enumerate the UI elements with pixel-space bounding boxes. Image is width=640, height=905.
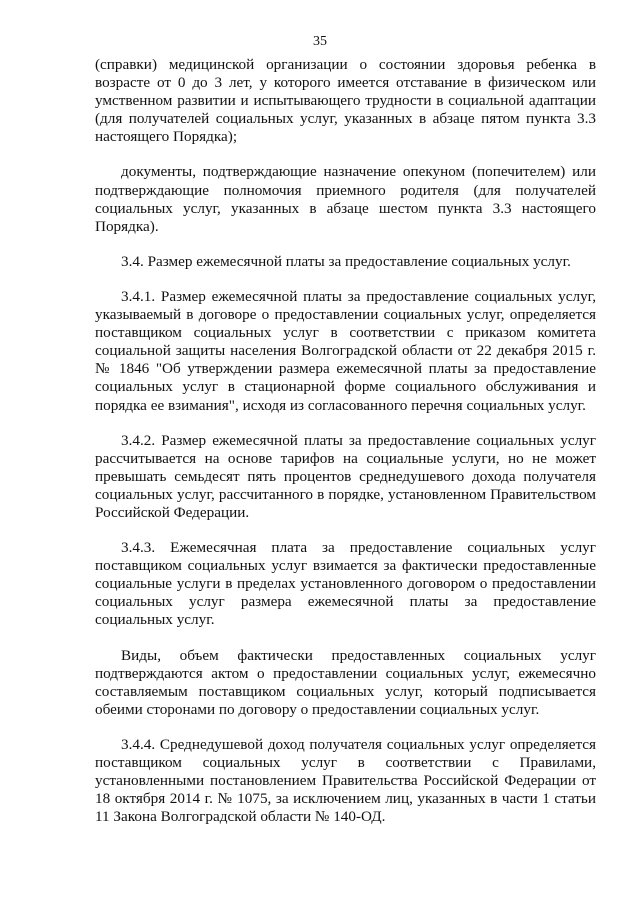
paragraph-3-4-1: 3.4.1. Размер ежемесячной платы за предоставление социальных услуг, указываемый в договоре о предоставлении социальных услуг, определяется поставщиком социальных услуг в соответствии с приказом комитета социальной защиты населения Волгоградской области от 22 декабря 2015 г. № 1846 "Об утверждении размера ежемесячной платы за предоставление социальных услуг в стационарной форме социального обслуживания и порядка ее взимания", исходя из согласованного перечня социальных услуг. <box>95 287 596 414</box>
section-heading-3-4: 3.4. Размер ежемесячной платы за предоставление социальных услуг. <box>121 252 571 270</box>
paragraph-3-4-3: 3.4.3. Ежемесячная плата за предоставление социальных услуг поставщиком социальных услуг взимается за фактически предоставленные социальные услуги в пределах установленного договором о предоставлении социальных услуг размера ежемесячной платы за предоставление социальных услуг. <box>95 539 596 629</box>
paragraph-services-act: Виды, объем фактически предоставленных социальных услуг подтверждаются актом о предоставлении социальных услуг, ежемесячно составляемым поставщиком социальных услуг, который подписывается обеими сторонами по договору о предоставлении социальных услуг. <box>95 646 596 718</box>
paragraph-3-4-4: 3.4.4. Среднедушевой доход получателя социальных услуг определяется поставщиком социальных услуг в соответствии с Правилами, установленными постановлением Правительства Российской Федерации от 18 октября 2014 г. № 1075, за исключением лиц, указанных в части 1 статьи 11 Закона Волгоградской области № 140-ОД. <box>95 735 596 826</box>
paragraph-certificate: (справки) медицинской организации о состоянии здоровья ребенка в возрасте от 0 до 3 лет, у которого имеется отставание в физическом или умственном развитии и испытывающего трудности в социальной адаптации (для получателей социальных услуг, указанных в абзаце пятом пункта 3.3 настоящего Порядка); <box>95 56 596 146</box>
page-number: 35 <box>313 34 327 49</box>
document-body <box>95 56 596 826</box>
paragraph-guardian-documents: документы, подтверждающие назначение опекуном (попечителем) или подтверждающие полномочия приемного родителя (для получателей социальных услуг, указанных в абзаце шестом пункта 3.3 настоящего Порядка). <box>95 163 596 235</box>
paragraph-3-4-2: 3.4.2. Размер ежемесячной платы за предоставление социальных услуг рассчитывается на основе тарифов на социальные услуги, но не может превышать семьдесят пять процентов среднедушевого дохода получателя социальных услуг, рассчитанного в порядке, установленном Правительством Российской Федерации. <box>95 431 596 521</box>
